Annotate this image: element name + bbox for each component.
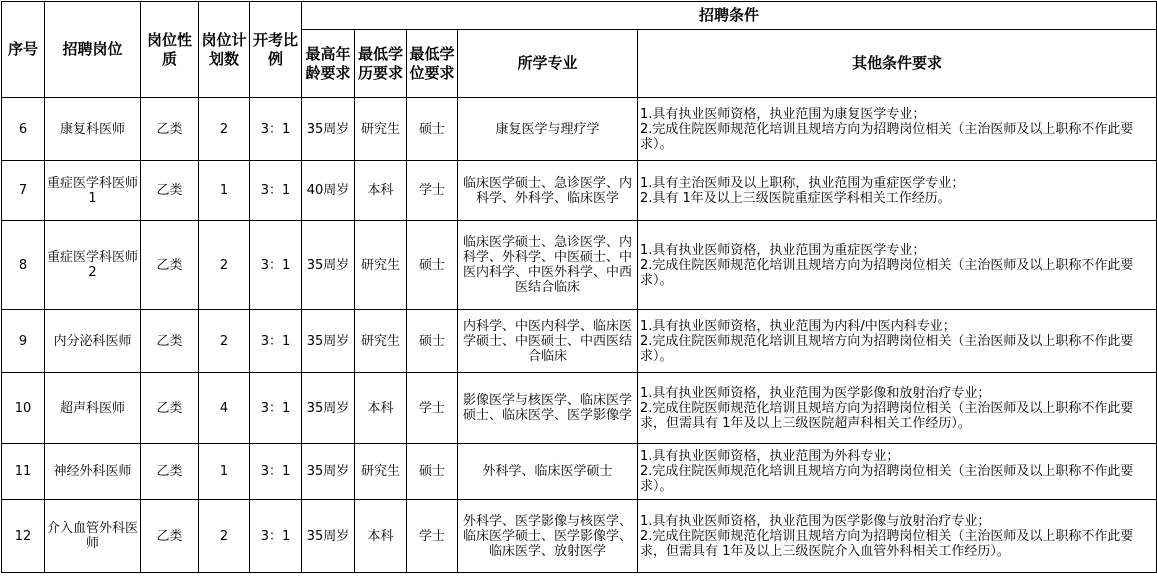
cell-major: 外科学、临床医学硕士 xyxy=(458,444,638,500)
cell-planned: 2 xyxy=(199,310,250,373)
requirement-line: 2.完成住院医师规范化培训且规培方向为招聘岗位相关（主治医师及以上职称不作此要求）。 xyxy=(640,464,1134,494)
requirement-line: 1.具有执业医师资格，执业范围为内科/中医内科专业； xyxy=(640,318,956,334)
header-major: 所学专业 xyxy=(458,30,638,98)
cell-planned: 2 xyxy=(199,98,250,161)
header-other: 其他条件要求 xyxy=(638,30,1157,98)
cell-degree: 硕士 xyxy=(407,98,458,161)
cell-requirements xyxy=(638,373,1157,444)
cell-age: 35周岁 xyxy=(302,500,355,573)
cell-position: 神经外科医师 xyxy=(45,444,141,500)
header-group: 招聘条件 xyxy=(302,2,1157,30)
cell-degree: 学士 xyxy=(407,500,458,573)
cell-requirements xyxy=(638,221,1157,310)
table-row xyxy=(2,500,1157,573)
requirement-line: 1.具有执业医师资格，执业范围为外科专业； xyxy=(640,449,900,464)
cell-requirements xyxy=(638,310,1157,373)
cell-education: 研究生 xyxy=(355,221,407,310)
cell-education: 本科 xyxy=(355,500,407,573)
requirement-line: 2.完成住院医师规范化培训且规培方向为招聘岗位相关（主治医师及以上职称不作此要求）。 xyxy=(640,333,1134,364)
header-max-age: 最高年龄要求 xyxy=(302,30,355,98)
requirement-line: 1.具有执业医师资格，执业范围为重症医学专业； xyxy=(640,242,926,258)
cell-education: 研究生 xyxy=(355,444,407,500)
table-row xyxy=(2,221,1157,310)
cell-seq: 11 xyxy=(2,444,45,500)
cell-seq: 6 xyxy=(2,98,45,161)
table-row xyxy=(2,373,1157,444)
cell-degree: 学士 xyxy=(407,161,458,221)
cell-nature: 乙类 xyxy=(141,98,199,161)
requirement-line: 2.完成住院医师规范化培训且规培方向为招聘岗位相关（主治医师及以上职称不作此要求）。 xyxy=(640,257,1134,288)
cell-education: 研究生 xyxy=(355,98,407,161)
cell-position: 重症医学科医师 2 xyxy=(45,221,141,310)
cell-position: 超声科医师 xyxy=(45,373,141,444)
cell-requirements xyxy=(638,500,1157,573)
cell-ratio: 3：1 xyxy=(250,221,302,310)
cell-planned: 1 xyxy=(199,161,250,221)
cell-ratio: 3：1 xyxy=(250,310,302,373)
cell-position: 介入血管外科医师 xyxy=(45,500,141,573)
cell-age: 35周岁 xyxy=(302,310,355,373)
requirement-line: 1.具有执业医师资格，执业范围为康复医学专业； xyxy=(640,106,926,122)
header-min-degree: 最低学位要求 xyxy=(407,30,458,98)
cell-major: 外科学、医学影像与核医学、临床医学硕士、医学影像学、临床医学、放射医学 xyxy=(458,500,638,573)
cell-ratio: 3：1 xyxy=(250,500,302,573)
cell-degree: 学士 xyxy=(407,373,458,444)
cell-ratio: 3：1 xyxy=(250,373,302,444)
cell-major: 临床医学硕士、急诊医学、内科学、外科学、临床医学 xyxy=(458,161,638,221)
cell-seq: 10 xyxy=(2,373,45,444)
cell-age: 40周岁 xyxy=(302,161,355,221)
requirement-line: 2.具有 1年及以上三级医院重症医学科相关工作经历。 xyxy=(640,190,951,206)
cell-position: 重症医学科医师 1 xyxy=(45,161,141,221)
cell-degree: 硕士 xyxy=(407,221,458,310)
cell-age: 35周岁 xyxy=(302,373,355,444)
cell-major: 临床医学硕士、急诊医学、内科学、外科学、中医硕士、中医内科学、中医外科学、中西医结合临床 xyxy=(458,221,638,310)
cell-nature: 乙类 xyxy=(141,373,199,444)
header-ratio: 开考比例 xyxy=(250,2,302,98)
cell-education: 本科 xyxy=(355,161,407,221)
table-row xyxy=(2,444,1157,500)
cell-age: 35周岁 xyxy=(302,98,355,161)
cell-degree: 硕士 xyxy=(407,310,458,373)
cell-planned: 1 xyxy=(199,444,250,500)
cell-planned: 4 xyxy=(199,373,250,444)
header-min-education: 最低学历要求 xyxy=(355,30,407,98)
cell-education: 本科 xyxy=(355,373,407,444)
cell-planned: 2 xyxy=(199,221,250,310)
cell-ratio: 3：1 xyxy=(250,161,302,221)
cell-education: 研究生 xyxy=(355,310,407,373)
cell-nature: 乙类 xyxy=(141,310,199,373)
header-position: 招聘岗位 xyxy=(45,2,141,98)
cell-requirements xyxy=(638,444,1157,500)
requirement-line: 2.完成住院医师规范化培训且规培方向为招聘岗位相关（主治医师及以上职称不作此要求，但需具有 1年及以上三级医院超声科相关工作经历）。 xyxy=(640,400,1134,431)
table-row xyxy=(2,310,1157,373)
cell-seq: 9 xyxy=(2,310,45,373)
header-planned: 岗位计划数 xyxy=(199,2,250,98)
table-row xyxy=(2,98,1157,161)
cell-degree: 硕士 xyxy=(407,444,458,500)
cell-seq: 7 xyxy=(2,161,45,221)
cell-major: 影像医学与核医学、临床医学硕士、临床医学、医学影像学 xyxy=(458,373,638,444)
cell-nature: 乙类 xyxy=(141,221,199,310)
cell-position: 康复科医师 xyxy=(45,98,141,161)
requirement-line: 2.完成住院医师规范化培训且规培方向为招聘岗位相关（主治医师及以上职称不作此要求，但需具有 1年及以上三级医院介入血管外科相关工作经历）。 xyxy=(640,528,1134,559)
cell-major: 康复医学与理疗学 xyxy=(458,98,638,161)
cell-ratio: 3：1 xyxy=(250,444,302,500)
cell-position: 内分泌科医师 xyxy=(45,310,141,373)
cell-requirements xyxy=(638,98,1157,161)
cell-major: 内科学、中医内科学、临床医学硕士、中医硕士、中西医结合临床 xyxy=(458,310,638,373)
table-row xyxy=(2,161,1157,221)
cell-ratio: 3：1 xyxy=(250,98,302,161)
requirement-line: 1.具有执业医师资格，执业范围为医学影像和放射治疗专业； xyxy=(640,385,991,401)
requirement-line: 2.完成住院医师规范化培训且规培方向为招聘岗位相关（主治医师及以上职称不作此要求）。 xyxy=(640,121,1134,152)
requirement-line: 1.具有执业医师资格，执业范围为医学影像与放射治疗专业； xyxy=(640,513,991,529)
cell-age: 35周岁 xyxy=(302,444,355,500)
cell-planned: 2 xyxy=(199,500,250,573)
cell-nature: 乙类 xyxy=(141,444,199,500)
requirement-line: 1.具有主治医师及以上职称，执业范围为重症医学专业； xyxy=(640,175,965,191)
cell-seq: 12 xyxy=(2,500,45,573)
cell-nature: 乙类 xyxy=(141,161,199,221)
recruitment-table xyxy=(1,1,1157,573)
cell-age: 35周岁 xyxy=(302,221,355,310)
cell-requirements xyxy=(638,161,1157,221)
header-seq: 序号 xyxy=(2,2,45,98)
header-nature: 岗位性质 xyxy=(141,2,199,98)
cell-nature: 乙类 xyxy=(141,500,199,573)
cell-seq: 8 xyxy=(2,221,45,310)
